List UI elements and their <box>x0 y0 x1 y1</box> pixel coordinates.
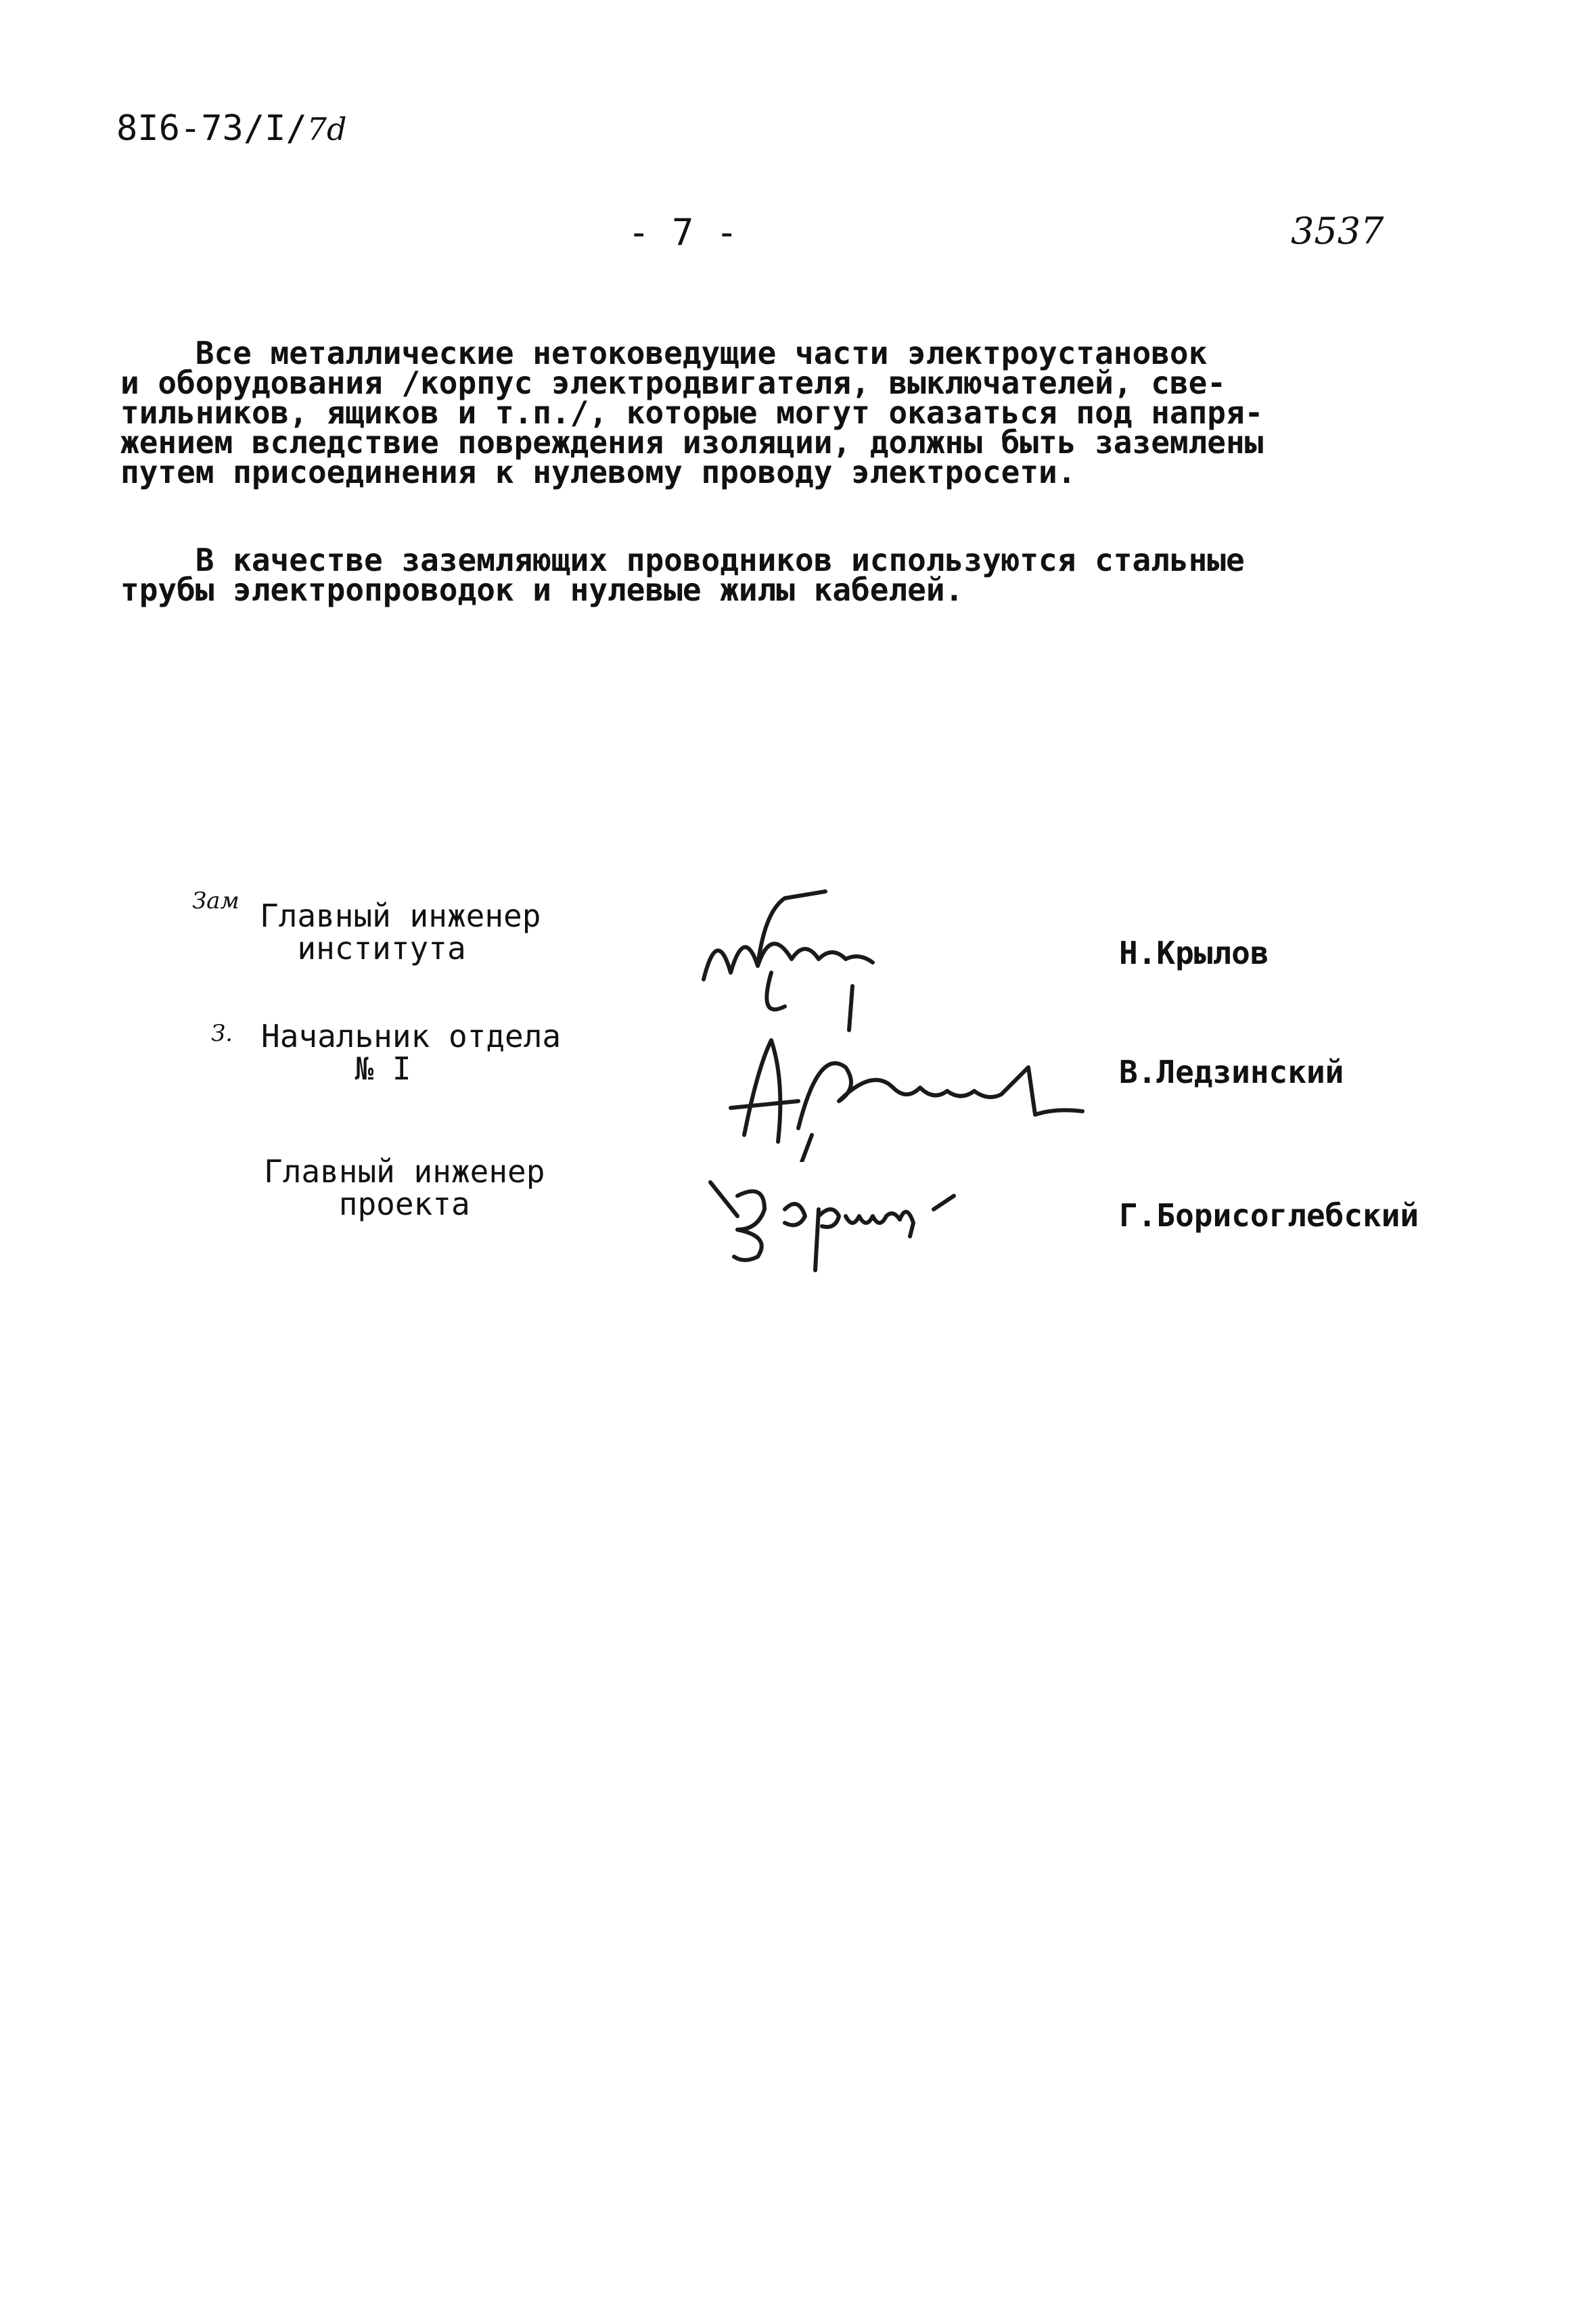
signature-3-handwritten <box>697 1143 995 1303</box>
page-number: - 7 - <box>628 211 738 254</box>
signature-3-name: Г.Борисоглебский <box>1119 1197 1419 1234</box>
signature-1-title: Главный инженер института <box>260 898 541 967</box>
sheet-number: 3537 <box>1291 210 1384 252</box>
body-paragraph-grounding-conductors: В качестве заземляющих проводников используются стальные трубы электропроводок и нулевые жилы кабелей. <box>120 542 1245 608</box>
document-code <box>116 108 346 149</box>
signature-2-title: Начальник отдела № I <box>261 1018 562 1087</box>
body-paragraph-grounding-parts: Все металлические нетоковедущие части электроустановок и оборудования /корпус электродвигателя, выключателей, све- тильников, ящиков и т.п./, которые могут оказаться под напря- жением вследствие повреждения изоляции, должны быть заземлены путем присоединения к нулевому проводу электросети. <box>120 335 1264 490</box>
document-code-handwritten: 7d <box>306 111 347 147</box>
signature-1-name: Н.Крылов <box>1119 935 1269 971</box>
signature-2-mark: З. <box>211 1020 233 1047</box>
document-code-typed: 8I6-73/I/ <box>116 108 307 149</box>
signature-2-name: В.Ледзинский <box>1119 1054 1344 1090</box>
signature-3-title: Главный инженер проекта <box>264 1153 545 1222</box>
signature-1-mark: Зам <box>192 887 239 914</box>
